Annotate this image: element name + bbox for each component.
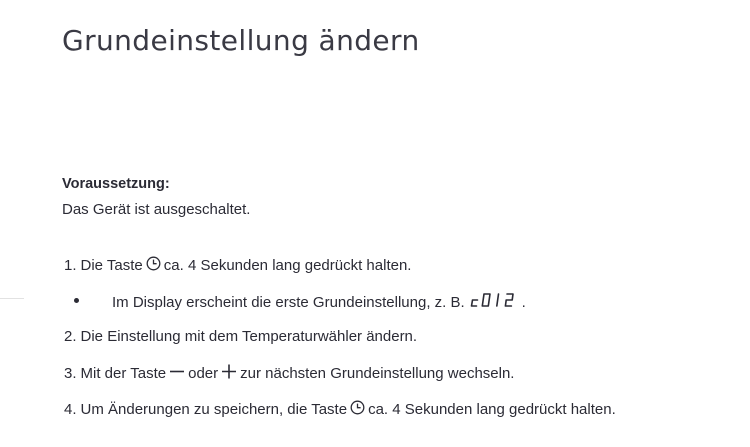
- clock-icon: [146, 256, 161, 275]
- step-text: ca. 4 Sekunden lang gedrückt halten.: [368, 401, 616, 418]
- bullet-item: [112, 292, 526, 312]
- step-text: Die Taste: [80, 257, 143, 274]
- display-code-c012: [469, 292, 519, 312]
- step-number: 1.: [64, 257, 77, 274]
- prerequisite-label: Voraussetzung:: [62, 176, 170, 192]
- step-4: [64, 400, 616, 419]
- step-text: ca. 4 Sekunden lang gedrückt halten.: [163, 257, 412, 274]
- step-number: 4.: [64, 401, 77, 418]
- step-text: oder: [188, 365, 219, 382]
- prerequisite-text: Das Gerät ist ausgeschaltet.: [62, 201, 251, 218]
- step-1: [64, 256, 411, 275]
- page-title: Grundeinstellung ändern: [62, 24, 420, 57]
- bullet-text: Im Display erscheint die erste Grundeinstellung, z. B.: [112, 293, 465, 311]
- step-number: 2.: [64, 328, 77, 345]
- step-text: Die Einstellung mit dem Temperaturwähler ändern.: [80, 328, 418, 345]
- step-2: [64, 328, 417, 345]
- step-3: [64, 364, 514, 383]
- step-number: 3.: [64, 365, 77, 382]
- minus-icon: [169, 364, 185, 383]
- left-divider: [0, 298, 24, 299]
- step-text: Mit der Taste: [80, 365, 167, 382]
- plus-icon: [221, 364, 237, 383]
- step-text: zur nächsten Grundeinstellung wechseln.: [240, 365, 515, 382]
- step-text: Um Änderungen zu speichern, die Taste: [80, 401, 348, 418]
- bullet-text-end: .: [521, 293, 526, 311]
- bullet-dot: [74, 298, 79, 303]
- clock-icon: [350, 400, 365, 419]
